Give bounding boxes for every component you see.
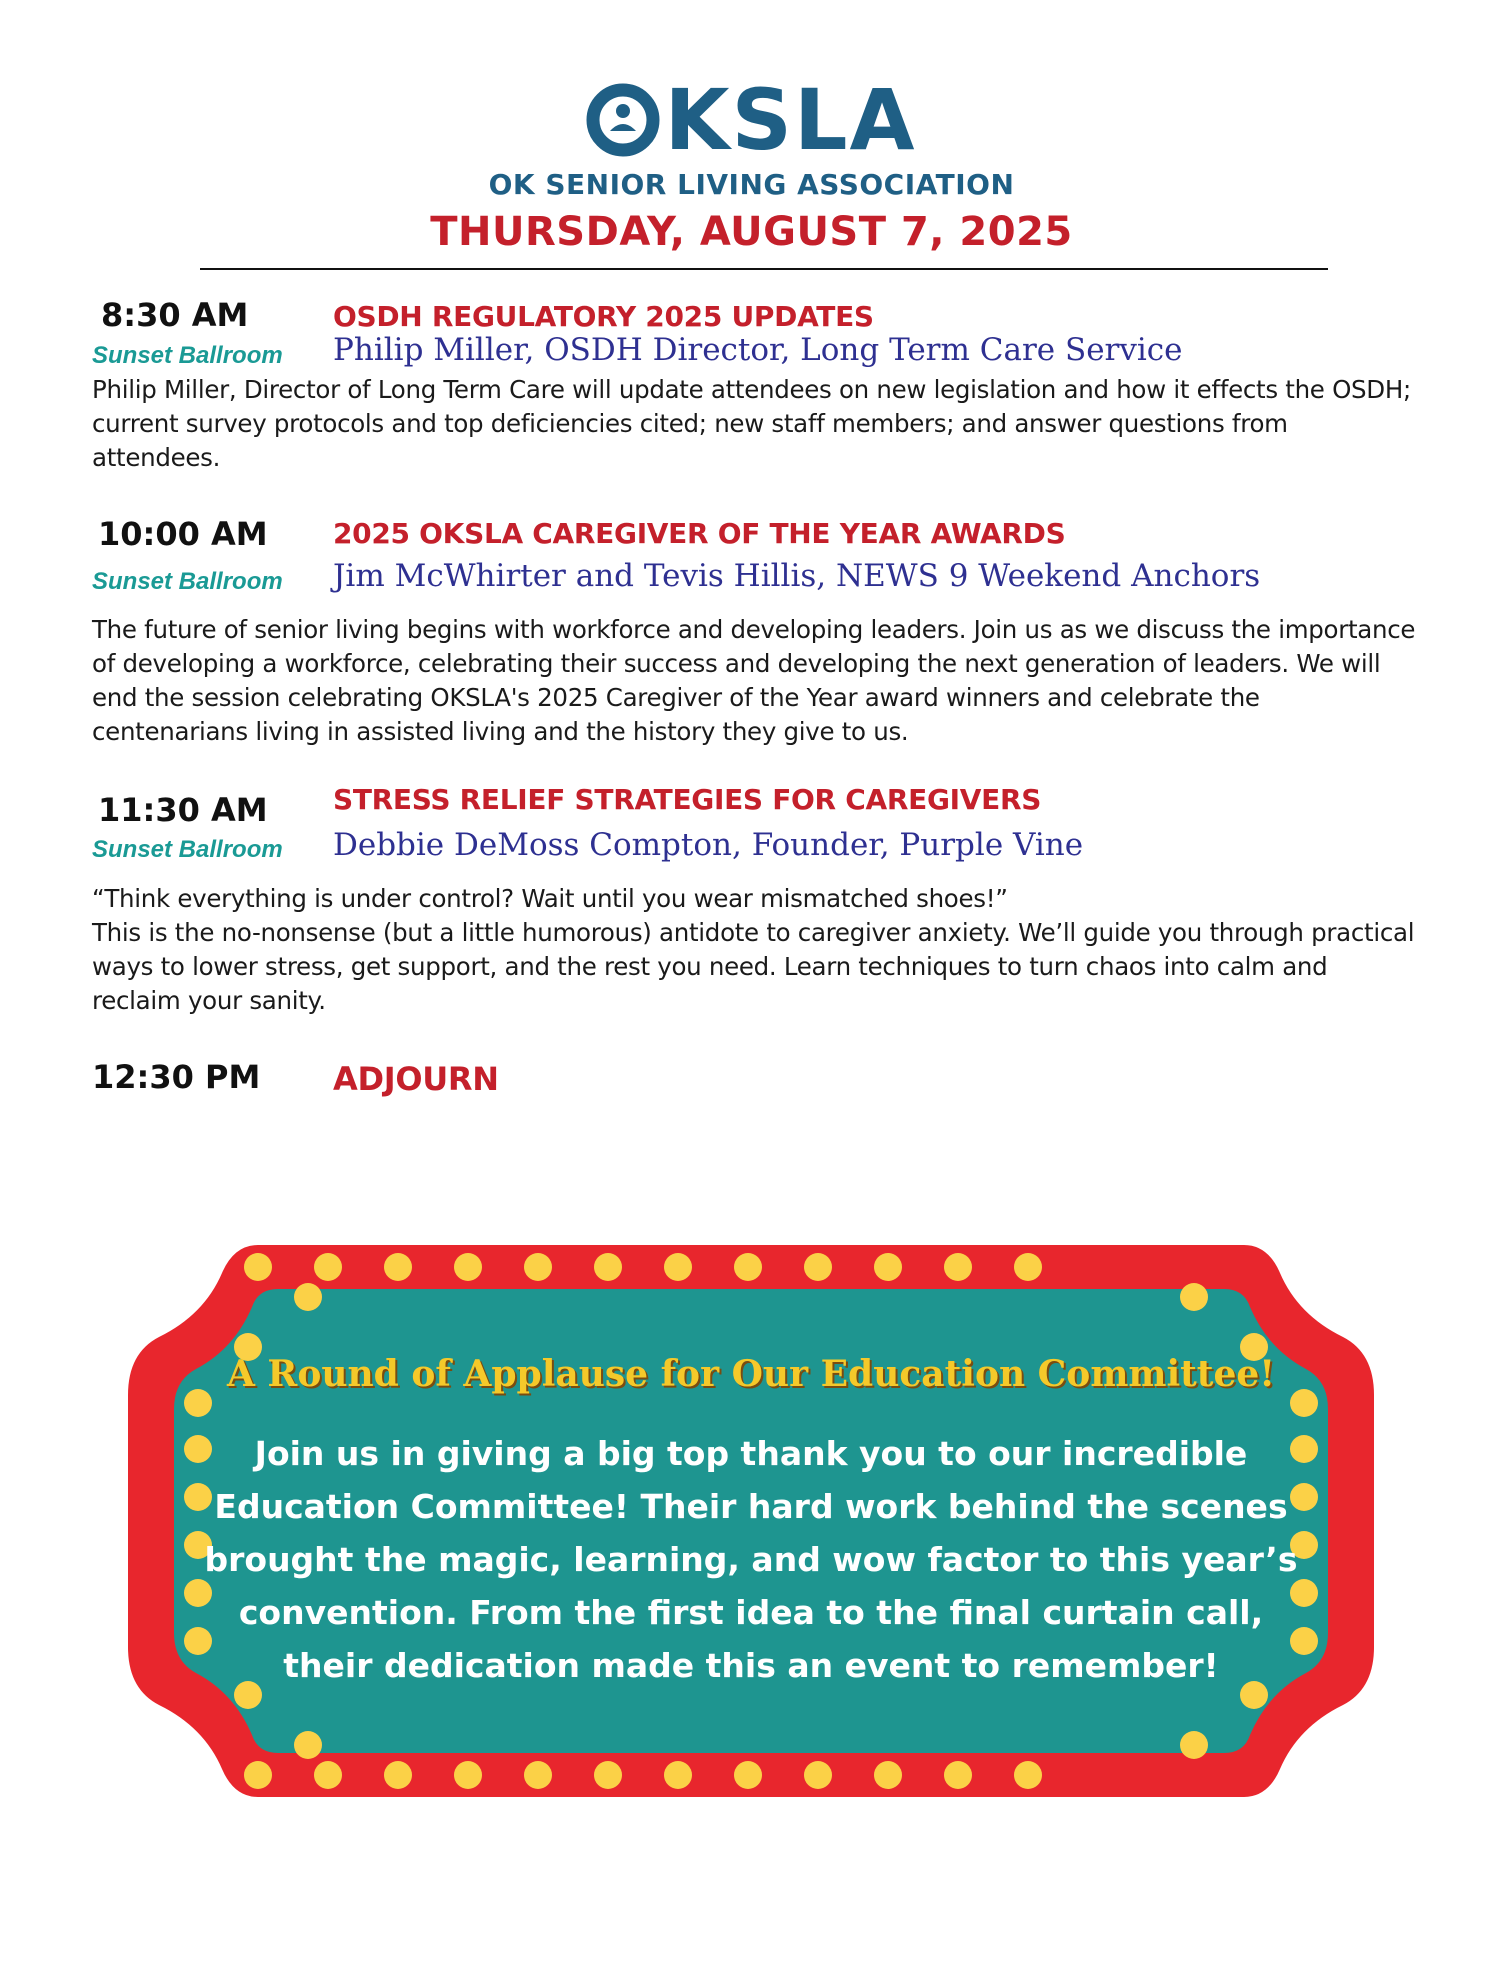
session-room: Sunset Ballroom: [92, 342, 283, 369]
bulb-light: [1180, 1283, 1208, 1311]
marquee-heading: A Round of Applause for Our Education Committee!: [226, 1353, 1276, 1395]
bulb-light: [944, 1253, 972, 1281]
description-text: Philip Miller, Director of Long Term Care will update attendees on new legislation and how it effects the OSDH; current survey protocols and top deficiencies cited; new staff members; and answer questions from attendees.: [92, 375, 1411, 472]
bulb-light: [244, 1761, 272, 1789]
session-room: Sunset Ballroom: [92, 568, 283, 595]
bulb-light: [734, 1253, 762, 1281]
description-text: This is the no-nonsense (but a little humorous) antidote to caregiver anxiety. We’ll guide you through practical ways to lower stress, get support, and the rest you need. Learn techniques to turn chaos into calm and reclaim your sanity.: [92, 918, 1415, 1015]
event-date: THURSDAY, AUGUST 7, 2025: [430, 209, 1073, 255]
bulb-light: [244, 1253, 272, 1281]
bulb-light: [734, 1761, 762, 1789]
bulb-light: [874, 1253, 902, 1281]
bulb-light: [664, 1253, 692, 1281]
bulb-light: [1014, 1253, 1042, 1281]
bulb-light: [384, 1253, 412, 1281]
bulb-light: [664, 1761, 692, 1789]
session-description: [92, 373, 1422, 475]
session-time: 11:30 AM: [98, 791, 268, 829]
bulb-light: [524, 1253, 552, 1281]
session-description: [92, 613, 1422, 749]
bulb-light: [1014, 1761, 1042, 1789]
bulb-light: [594, 1253, 622, 1281]
session-speaker: Philip Miller, OSDH Director, Long Term Care Service: [333, 332, 1183, 368]
session-speaker: Jim McWhirter and Tevis Hillis, NEWS 9 Weekend Anchors: [333, 558, 1261, 594]
bulb-light: [804, 1761, 832, 1789]
bulb-light: [944, 1761, 972, 1789]
session-title: OSDH REGULATORY 2025 UPDATES: [333, 300, 874, 333]
bulb-light: [314, 1253, 342, 1281]
bulb-light: [454, 1761, 482, 1789]
page-header: [0, 71, 1503, 255]
logo-text: KSLA: [664, 71, 917, 169]
bulb-light: [524, 1761, 552, 1789]
logo-o-icon: [586, 83, 660, 157]
session-speaker: Debbie DeMoss Compton, Founder, Purple Vine: [333, 827, 1084, 863]
oksla-logo: [586, 71, 917, 169]
bulb-light: [594, 1761, 622, 1789]
session-quote: “Think everything is under control? Wait until you wear mismatched shoes!”: [92, 884, 1008, 913]
org-name: OK SENIOR LIVING ASSOCIATION: [488, 168, 1015, 201]
session-title: ADJOURN: [333, 1060, 499, 1098]
session-time: 10:00 AM: [98, 515, 268, 553]
description-text: The future of senior living begins with workforce and developing leaders. Join us as we discuss the importance of developing a workforce, celebrating their success and developing the next generation of leaders. We will end the session celebrating OKSLA's 2025 Caregiver of the Year award winners and celebrate the centenarians living in assisted living and the history they give to us.: [92, 615, 1416, 746]
header-divider: [200, 268, 1328, 270]
session-description: [92, 882, 1422, 1018]
bulb-light: [874, 1761, 902, 1789]
education-committee-marquee: [128, 1245, 1374, 1797]
bulb-light: [314, 1761, 342, 1789]
session-time: 12:30 PM: [92, 1058, 261, 1096]
session-room: Sunset Ballroom: [92, 836, 283, 863]
bulb-light: [1180, 1731, 1208, 1759]
bulb-light: [454, 1253, 482, 1281]
bulb-light: [294, 1731, 322, 1759]
bulb-light: [804, 1253, 832, 1281]
session-time: 8:30 AM: [101, 296, 249, 334]
session-title: 2025 OKSLA CAREGIVER OF THE YEAR AWARDS: [333, 517, 1066, 550]
marquee-body: Join us in giving a big top thank you to our incredible Education Committee! Their hard work behind the scenes brought the magic, learning, and wow factor to this year’s convention. From the first idea to the final curtain call, their dedication made this an event to remember!: [204, 1434, 1298, 1685]
session-title: STRESS RELIEF STRATEGIES FOR CAREGIVERS: [333, 783, 1042, 816]
bulb-light: [384, 1761, 412, 1789]
bulb-light: [294, 1283, 322, 1311]
